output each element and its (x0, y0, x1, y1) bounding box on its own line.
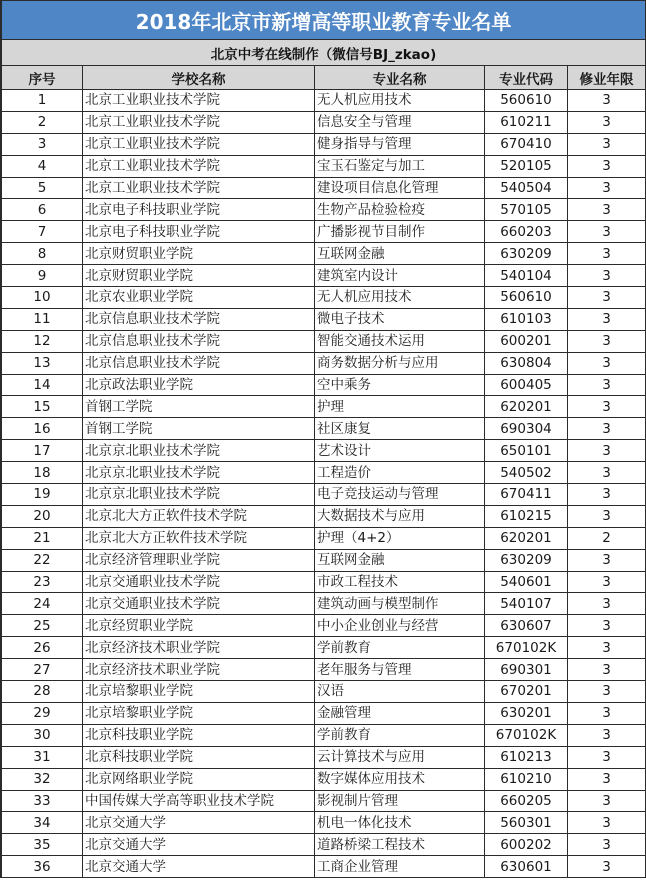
cell-code: 560610 (485, 90, 568, 112)
column-header-code: 专业代码 (485, 66, 568, 90)
cell-code: 600201 (485, 330, 568, 352)
table-row (2, 768, 646, 790)
cell-code: 630804 (485, 352, 568, 374)
cell-school: 北京交通大学 (83, 856, 315, 878)
cell-school: 北京交通大学 (83, 834, 315, 856)
column-header-major: 专业名称 (315, 66, 485, 90)
cell-years: 3 (568, 287, 646, 309)
table-row (2, 330, 646, 352)
cell-major: 建筑动画与模型制作 (315, 593, 485, 615)
table-row (2, 527, 646, 549)
cell-school: 北京政法职业学院 (83, 374, 315, 396)
table-row (2, 659, 646, 681)
cell-index: 36 (2, 856, 83, 878)
cell-code: 690304 (485, 418, 568, 440)
table-row (2, 593, 646, 615)
cell-years: 3 (568, 265, 646, 287)
cell-major: 艺术设计 (315, 440, 485, 462)
column-header-years: 修业年限 (568, 66, 646, 90)
cell-index: 16 (2, 418, 83, 440)
table-row (2, 287, 646, 309)
cell-code: 630601 (485, 856, 568, 878)
cell-years: 3 (568, 593, 646, 615)
table-row (2, 681, 646, 703)
cell-index: 8 (2, 243, 83, 265)
cell-index: 4 (2, 155, 83, 177)
cell-years: 3 (568, 746, 646, 768)
cell-years: 3 (568, 155, 646, 177)
cell-major: 云计算技术与应用 (315, 746, 485, 768)
cell-school: 北京工业职业技术学院 (83, 177, 315, 199)
table-row (2, 221, 646, 243)
cell-school: 北京信息职业技术学院 (83, 330, 315, 352)
table-row (2, 484, 646, 506)
cell-major: 金融管理 (315, 702, 485, 724)
cell-major: 健身指导与管理 (315, 133, 485, 155)
cell-school: 首钢工学院 (83, 396, 315, 418)
cell-major: 宝玉石鉴定与加工 (315, 155, 485, 177)
cell-major: 护理（4+2） (315, 527, 485, 549)
cell-years: 3 (568, 308, 646, 330)
cell-major: 学前教育 (315, 637, 485, 659)
cell-years: 3 (568, 637, 646, 659)
cell-school: 北京农业职业学院 (83, 287, 315, 309)
cell-school: 北京交通大学 (83, 812, 315, 834)
cell-school: 北京培黎职业学院 (83, 681, 315, 703)
cell-major: 广播影视节目制作 (315, 221, 485, 243)
table-row (2, 243, 646, 265)
table-row (2, 505, 646, 527)
table-row (2, 418, 646, 440)
table-row (2, 155, 646, 177)
cell-index: 1 (2, 90, 83, 112)
cell-code: 670102K (485, 637, 568, 659)
table-row (2, 177, 646, 199)
table-subtitle: 北京中考在线制作（微信号BJ_zkao) (2, 40, 646, 66)
table-row (2, 352, 646, 374)
cell-school: 北京培黎职业学院 (83, 702, 315, 724)
cell-school: 北京工业职业技术学院 (83, 155, 315, 177)
cell-major: 无人机应用技术 (315, 287, 485, 309)
cell-index: 25 (2, 615, 83, 637)
cell-code: 610210 (485, 768, 568, 790)
cell-years: 3 (568, 330, 646, 352)
cell-major: 空中乘务 (315, 374, 485, 396)
cell-code: 620201 (485, 527, 568, 549)
cell-school: 北京财贸职业学院 (83, 243, 315, 265)
table-row (2, 856, 646, 878)
column-header-school: 学校名称 (83, 66, 315, 90)
cell-code: 630209 (485, 243, 568, 265)
cell-code: 610215 (485, 505, 568, 527)
cell-code: 600202 (485, 834, 568, 856)
cell-school: 北京京北职业技术学院 (83, 462, 315, 484)
cell-code: 540502 (485, 462, 568, 484)
cell-major: 互联网金融 (315, 549, 485, 571)
cell-school: 北京交通职业技术学院 (83, 593, 315, 615)
cell-index: 23 (2, 571, 83, 593)
cell-code: 660203 (485, 221, 568, 243)
cell-major: 老年服务与管理 (315, 659, 485, 681)
cell-years: 3 (568, 812, 646, 834)
cell-index: 17 (2, 440, 83, 462)
table-row (2, 549, 646, 571)
table-row (2, 724, 646, 746)
title-row (2, 1, 646, 40)
cell-school: 北京北大方正软件技术学院 (83, 505, 315, 527)
cell-index: 9 (2, 265, 83, 287)
cell-years: 2 (568, 527, 646, 549)
cell-major: 中小企业创业与经营 (315, 615, 485, 637)
cell-school: 北京北大方正软件技术学院 (83, 527, 315, 549)
cell-code: 560610 (485, 287, 568, 309)
cell-code: 670102K (485, 724, 568, 746)
cell-school: 北京京北职业技术学院 (83, 484, 315, 506)
cell-index: 19 (2, 484, 83, 506)
cell-major: 微电子技术 (315, 308, 485, 330)
table-row (2, 615, 646, 637)
cell-years: 3 (568, 834, 646, 856)
table-title: 2018年北京市新增高等职业教育专业名单 (2, 1, 646, 40)
cell-major: 生物产品检验检疫 (315, 199, 485, 221)
table-row (2, 702, 646, 724)
table-row (2, 90, 646, 112)
cell-code: 540504 (485, 177, 568, 199)
cell-school: 北京电子科技职业学院 (83, 199, 315, 221)
cell-years: 3 (568, 440, 646, 462)
cell-years: 3 (568, 484, 646, 506)
cell-school: 北京经济管理职业学院 (83, 549, 315, 571)
cell-code: 630201 (485, 702, 568, 724)
table-row (2, 133, 646, 155)
cell-index: 34 (2, 812, 83, 834)
cell-years: 3 (568, 221, 646, 243)
cell-major: 智能交通技术运用 (315, 330, 485, 352)
cell-major: 建筑室内设计 (315, 265, 485, 287)
table-row (2, 440, 646, 462)
table-row (2, 571, 646, 593)
cell-index: 21 (2, 527, 83, 549)
cell-index: 35 (2, 834, 83, 856)
cell-major: 影视制片管理 (315, 790, 485, 812)
cell-school: 北京经济技术职业学院 (83, 637, 315, 659)
cell-years: 3 (568, 462, 646, 484)
cell-index: 26 (2, 637, 83, 659)
cell-code: 620201 (485, 396, 568, 418)
cell-code: 520105 (485, 155, 568, 177)
cell-major: 市政工程技术 (315, 571, 485, 593)
table-row (2, 790, 646, 812)
cell-major: 大数据技术与应用 (315, 505, 485, 527)
cell-index: 6 (2, 199, 83, 221)
cell-index: 13 (2, 352, 83, 374)
cell-school: 北京交通职业技术学院 (83, 571, 315, 593)
cell-index: 14 (2, 374, 83, 396)
table-row (2, 111, 646, 133)
cell-years: 3 (568, 418, 646, 440)
cell-code: 670410 (485, 133, 568, 155)
cell-school: 北京科技职业学院 (83, 746, 315, 768)
cell-school: 北京信息职业技术学院 (83, 308, 315, 330)
cell-code: 540107 (485, 593, 568, 615)
cell-major: 电子竞技运动与管理 (315, 484, 485, 506)
cell-school: 中国传媒大学高等职业技术学院 (83, 790, 315, 812)
cell-years: 3 (568, 856, 646, 878)
cell-index: 10 (2, 287, 83, 309)
cell-code: 670411 (485, 484, 568, 506)
cell-years: 3 (568, 681, 646, 703)
cell-code: 540104 (485, 265, 568, 287)
cell-code: 570105 (485, 199, 568, 221)
cell-years: 3 (568, 111, 646, 133)
column-header-index: 序号 (2, 66, 83, 90)
cell-major: 商务数据分析与应用 (315, 352, 485, 374)
cell-school: 北京工业职业技术学院 (83, 90, 315, 112)
cell-years: 3 (568, 549, 646, 571)
cell-school: 北京经济技术职业学院 (83, 659, 315, 681)
table-row (2, 199, 646, 221)
cell-years: 3 (568, 659, 646, 681)
cell-years: 3 (568, 177, 646, 199)
cell-major: 工商企业管理 (315, 856, 485, 878)
cell-school: 北京财贸职业学院 (83, 265, 315, 287)
cell-code: 540601 (485, 571, 568, 593)
cell-years: 3 (568, 243, 646, 265)
cell-major: 工程造价 (315, 462, 485, 484)
table-row (2, 308, 646, 330)
cell-index: 5 (2, 177, 83, 199)
cell-index: 28 (2, 681, 83, 703)
cell-major: 道路桥梁工程技术 (315, 834, 485, 856)
table-body (2, 90, 646, 878)
cell-code: 660205 (485, 790, 568, 812)
cell-years: 3 (568, 90, 646, 112)
cell-index: 22 (2, 549, 83, 571)
cell-years: 3 (568, 374, 646, 396)
cell-index: 2 (2, 111, 83, 133)
cell-years: 3 (568, 768, 646, 790)
cell-school: 北京经贸职业学院 (83, 615, 315, 637)
cell-years: 3 (568, 505, 646, 527)
cell-index: 18 (2, 462, 83, 484)
cell-index: 31 (2, 746, 83, 768)
cell-school: 北京网络职业学院 (83, 768, 315, 790)
cell-index: 33 (2, 790, 83, 812)
cell-school: 北京工业职业技术学院 (83, 111, 315, 133)
cell-years: 3 (568, 396, 646, 418)
cell-code: 630209 (485, 549, 568, 571)
table-row (2, 812, 646, 834)
cell-index: 15 (2, 396, 83, 418)
column-header-row (2, 66, 646, 90)
majors-table (1, 0, 646, 878)
cell-major: 机电一体化技术 (315, 812, 485, 834)
cell-code: 610213 (485, 746, 568, 768)
cell-years: 3 (568, 615, 646, 637)
cell-index: 20 (2, 505, 83, 527)
table-row (2, 834, 646, 856)
cell-years: 3 (568, 352, 646, 374)
cell-major: 学前教育 (315, 724, 485, 746)
cell-years: 3 (568, 133, 646, 155)
cell-code: 650101 (485, 440, 568, 462)
cell-school: 北京京北职业技术学院 (83, 440, 315, 462)
subtitle-row (2, 40, 646, 66)
cell-years: 3 (568, 702, 646, 724)
cell-school: 北京科技职业学院 (83, 724, 315, 746)
cell-index: 30 (2, 724, 83, 746)
cell-years: 3 (568, 571, 646, 593)
cell-major: 信息安全与管理 (315, 111, 485, 133)
cell-index: 24 (2, 593, 83, 615)
cell-major: 社区康复 (315, 418, 485, 440)
cell-index: 12 (2, 330, 83, 352)
cell-index: 29 (2, 702, 83, 724)
cell-index: 3 (2, 133, 83, 155)
cell-code: 560301 (485, 812, 568, 834)
cell-index: 32 (2, 768, 83, 790)
cell-code: 690301 (485, 659, 568, 681)
cell-code: 610211 (485, 111, 568, 133)
cell-major: 无人机应用技术 (315, 90, 485, 112)
table-row (2, 462, 646, 484)
cell-major: 互联网金融 (315, 243, 485, 265)
cell-code: 670201 (485, 681, 568, 703)
cell-major: 数字媒体应用技术 (315, 768, 485, 790)
table-row (2, 396, 646, 418)
cell-code: 630607 (485, 615, 568, 637)
cell-index: 27 (2, 659, 83, 681)
cell-index: 11 (2, 308, 83, 330)
table-row (2, 374, 646, 396)
cell-years: 3 (568, 790, 646, 812)
table-row (2, 746, 646, 768)
table-row (2, 637, 646, 659)
cell-years: 3 (568, 724, 646, 746)
cell-major: 建设项目信息化管理 (315, 177, 485, 199)
cell-code: 610103 (485, 308, 568, 330)
cell-school: 北京工业职业技术学院 (83, 133, 315, 155)
cell-school: 首钢工学院 (83, 418, 315, 440)
cell-index: 7 (2, 221, 83, 243)
table-row (2, 265, 646, 287)
cell-school: 北京信息职业技术学院 (83, 352, 315, 374)
cell-major: 汉语 (315, 681, 485, 703)
cell-school: 北京电子科技职业学院 (83, 221, 315, 243)
cell-code: 600405 (485, 374, 568, 396)
cell-major: 护理 (315, 396, 485, 418)
cell-years: 3 (568, 199, 646, 221)
